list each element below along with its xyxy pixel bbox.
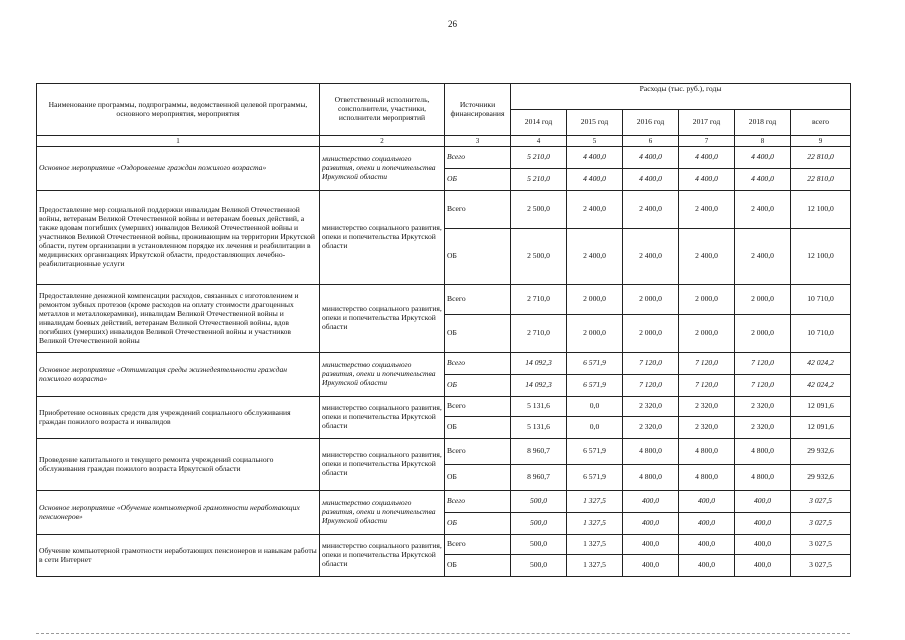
funding-source: Всего <box>445 439 511 465</box>
year-value: 4 400,0 <box>623 169 679 191</box>
executor-cell: министерство социального развития, опеки и попечительства Иркутской области <box>320 285 445 353</box>
total-value: 12 091,6 <box>791 397 851 417</box>
year-value: 2 500,0 <box>511 191 567 229</box>
year-value: 400,0 <box>735 491 791 513</box>
year-value: 2 000,0 <box>679 315 735 353</box>
total-value: 3 027,5 <box>791 513 851 535</box>
year-value: 400,0 <box>679 491 735 513</box>
funding-source: Всего <box>445 397 511 417</box>
year-value: 4 800,0 <box>679 465 735 491</box>
header-executor: Ответственный исполнитель, соисполнители, участники, исполнители мероприятий <box>320 84 445 136</box>
year-value: 2 400,0 <box>567 229 623 285</box>
year-value: 2 320,0 <box>623 397 679 417</box>
year-value: 2 000,0 <box>735 285 791 315</box>
executor-cell: министерство социального развития, опеки и попечительства Иркутской области <box>320 535 445 577</box>
budget-table <box>36 83 851 577</box>
funding-source: ОБ <box>445 465 511 491</box>
year-value: 2 320,0 <box>735 397 791 417</box>
year-value: 2 320,0 <box>679 417 735 439</box>
year-value: 4 800,0 <box>679 439 735 465</box>
year-value: 7 120,0 <box>623 375 679 397</box>
funding-source: ОБ <box>445 555 511 577</box>
column-index: 4 <box>511 136 567 147</box>
page-number: 26 <box>448 19 457 29</box>
funding-source: ОБ <box>445 169 511 191</box>
header-name: Наименование программы, подпрограммы, ведомственной целевой программы, основного мероприятия, мероприятия <box>37 84 320 136</box>
total-value: 12 100,0 <box>791 191 851 229</box>
executor-cell: министерство социального развития, опеки и попечительства Иркутской области <box>320 491 445 535</box>
year-value: 2 400,0 <box>623 229 679 285</box>
funding-source: Всего <box>445 147 511 169</box>
table-row <box>37 191 851 229</box>
total-value: 42 024,2 <box>791 375 851 397</box>
column-index: 2 <box>320 136 445 147</box>
year-value: 5 210,0 <box>511 147 567 169</box>
page-bottom-edge <box>36 633 850 636</box>
year-value: 14 092,3 <box>511 375 567 397</box>
year-value: 2 000,0 <box>567 315 623 353</box>
funding-source: Всего <box>445 191 511 229</box>
year-value: 2 400,0 <box>735 191 791 229</box>
year-value: 400,0 <box>623 491 679 513</box>
year-value: 500,0 <box>511 491 567 513</box>
table-row <box>37 285 851 315</box>
year-value: 2 000,0 <box>623 285 679 315</box>
total-value: 12 091,6 <box>791 417 851 439</box>
year-value: 7 120,0 <box>735 375 791 397</box>
year-value: 500,0 <box>511 555 567 577</box>
year-value: 7 120,0 <box>679 353 735 375</box>
total-value: 42 024,2 <box>791 353 851 375</box>
year-value: 2 400,0 <box>567 191 623 229</box>
year-value: 400,0 <box>623 513 679 535</box>
year-value: 0,0 <box>567 397 623 417</box>
year-value: 1 327,5 <box>567 491 623 513</box>
year-value: 2 000,0 <box>679 285 735 315</box>
year-value: 8 960,7 <box>511 439 567 465</box>
total-value: 22 810,0 <box>791 169 851 191</box>
header-expenses: Расходы (тыс. руб.), годы <box>511 84 851 110</box>
funding-source: Всего <box>445 491 511 513</box>
year-value: 5 131,6 <box>511 417 567 439</box>
year-value: 2 400,0 <box>735 229 791 285</box>
year-value: 2 320,0 <box>679 397 735 417</box>
total-value: 3 027,5 <box>791 535 851 555</box>
total-value: 3 027,5 <box>791 555 851 577</box>
table-row <box>37 147 851 169</box>
year-value: 400,0 <box>623 535 679 555</box>
funding-source: ОБ <box>445 229 511 285</box>
year-value: 4 400,0 <box>735 147 791 169</box>
year-value: 4 400,0 <box>735 169 791 191</box>
year-value: 6 571,9 <box>567 439 623 465</box>
header-year: 2016 год <box>623 110 679 136</box>
year-value: 4 400,0 <box>623 147 679 169</box>
year-value: 4 400,0 <box>567 147 623 169</box>
total-value: 29 932,6 <box>791 439 851 465</box>
total-value: 3 027,5 <box>791 491 851 513</box>
table-row <box>37 353 851 375</box>
activity-name: Проведение капитального и текущего ремонта учреждений социального обслуживания граждан пожилого возраста Иркутской области <box>37 439 320 491</box>
total-value: 10 710,0 <box>791 315 851 353</box>
funding-source: Всего <box>445 353 511 375</box>
year-value: 4 400,0 <box>567 169 623 191</box>
year-value: 1 327,5 <box>567 513 623 535</box>
table-row <box>37 535 851 555</box>
year-value: 500,0 <box>511 513 567 535</box>
year-value: 2 400,0 <box>679 229 735 285</box>
year-value: 400,0 <box>679 513 735 535</box>
year-value: 5 131,6 <box>511 397 567 417</box>
year-value: 2 400,0 <box>623 191 679 229</box>
year-value: 2 710,0 <box>511 285 567 315</box>
activity-name: Предоставление мер социальной поддержки инвалидам Великой Отечественной войны, ветеранам Великой Отечественной войны и ветеранам боевых действий, а также вдовам погибших (умерших) инвалидов Великой Отечественной войны и участников Великой Отечественной войны, проживающим на территории Иркутской области, путем организации в установленном порядке их лечения и реабилитации в медицинских организациях Иркутской области, предоставляющих лечебно-реабилитационные услуги <box>37 191 320 285</box>
year-value: 4 800,0 <box>623 465 679 491</box>
total-value: 12 100,0 <box>791 229 851 285</box>
column-index: 1 <box>37 136 320 147</box>
year-value: 1 327,5 <box>567 535 623 555</box>
funding-source: ОБ <box>445 513 511 535</box>
executor-cell: министерство социального развития, опеки и попечительства Иркутской области <box>320 353 445 397</box>
year-value: 7 120,0 <box>735 353 791 375</box>
funding-source: Всего <box>445 535 511 555</box>
funding-source: ОБ <box>445 417 511 439</box>
column-index: 5 <box>567 136 623 147</box>
year-value: 5 210,0 <box>511 169 567 191</box>
year-value: 4 400,0 <box>679 147 735 169</box>
funding-source: Всего <box>445 285 511 315</box>
year-value: 7 120,0 <box>623 353 679 375</box>
column-index: 3 <box>445 136 511 147</box>
main-activity-name: Основное мероприятие «Обучение компьютерной грамотности неработающих пенсионеров» <box>37 491 320 535</box>
year-value: 500,0 <box>511 535 567 555</box>
year-value: 7 120,0 <box>679 375 735 397</box>
year-value: 14 092,3 <box>511 353 567 375</box>
column-index: 7 <box>679 136 735 147</box>
year-value: 4 800,0 <box>623 439 679 465</box>
main-activity-name: Основное мероприятие «Оздоровление граждан пожилого возраста» <box>37 147 320 191</box>
year-value: 400,0 <box>735 535 791 555</box>
header-year: 2017 год <box>679 110 735 136</box>
table-row <box>37 397 851 417</box>
year-value: 2 000,0 <box>623 315 679 353</box>
total-value: 29 932,6 <box>791 465 851 491</box>
year-value: 2 500,0 <box>511 229 567 285</box>
table-row <box>37 491 851 513</box>
year-value: 400,0 <box>623 555 679 577</box>
year-value: 2 710,0 <box>511 315 567 353</box>
activity-name: Обучение компьютерной грамотности неработающих пенсионеров и навыкам работы в сети Интернет <box>37 535 320 577</box>
funding-source: ОБ <box>445 375 511 397</box>
year-value: 2 000,0 <box>735 315 791 353</box>
header-year: 2015 год <box>567 110 623 136</box>
total-value: 22 810,0 <box>791 147 851 169</box>
year-value: 2 320,0 <box>735 417 791 439</box>
executor-cell: министерство социального развития, опеки и попечительства Иркутской области <box>320 191 445 285</box>
year-value: 2 320,0 <box>623 417 679 439</box>
year-value: 400,0 <box>679 555 735 577</box>
executor-cell: министерство социального развития, опеки и попечительства Иркутской области <box>320 147 445 191</box>
main-activity-name: Основное мероприятие «Оптимизация среды жизнедеятельности граждан пожилого возраста» <box>37 353 320 397</box>
column-index: 6 <box>623 136 679 147</box>
year-value: 2 400,0 <box>679 191 735 229</box>
total-value: 10 710,0 <box>791 285 851 315</box>
year-value: 6 571,9 <box>567 353 623 375</box>
year-value: 2 000,0 <box>567 285 623 315</box>
header-year: 2014 год <box>511 110 567 136</box>
year-value: 6 571,9 <box>567 375 623 397</box>
table-row <box>37 439 851 465</box>
executor-cell: министерство социального развития, опеки и попечительства Иркутской области <box>320 397 445 439</box>
year-value: 400,0 <box>679 535 735 555</box>
year-value: 1 327,5 <box>567 555 623 577</box>
year-value: 400,0 <box>735 555 791 577</box>
header-total: всего <box>791 110 851 136</box>
year-value: 6 571,9 <box>567 465 623 491</box>
column-index: 9 <box>791 136 851 147</box>
activity-name: Предоставление денежной компенсации расходов, связанных с изготовлением и ремонтом зубных протезов (кроме расходов на оплату стоимости драгоценных металлов и металлокерамики), инвалидам Великой Отечественной войны и инвалидам боевых действий, ветеранам Великой Отечественной войны, вдов погибших (умерших) инвалидов Великой Отечественной войны и участников Великой Отечественной войны <box>37 285 320 353</box>
year-value: 4 800,0 <box>735 465 791 491</box>
year-value: 4 800,0 <box>735 439 791 465</box>
funding-source: ОБ <box>445 315 511 353</box>
year-value: 4 400,0 <box>679 169 735 191</box>
year-value: 400,0 <box>735 513 791 535</box>
year-value: 0,0 <box>567 417 623 439</box>
activity-name: Приобретение основных средств для учреждений социального обслуживания граждан пожилого возраста и инвалидов <box>37 397 320 439</box>
column-index: 8 <box>735 136 791 147</box>
executor-cell: министерство социального развития, опеки и попечительства Иркутской области <box>320 439 445 491</box>
header-year: 2018 год <box>735 110 791 136</box>
year-value: 8 960,7 <box>511 465 567 491</box>
header-source: Источники финансирования <box>445 84 511 136</box>
